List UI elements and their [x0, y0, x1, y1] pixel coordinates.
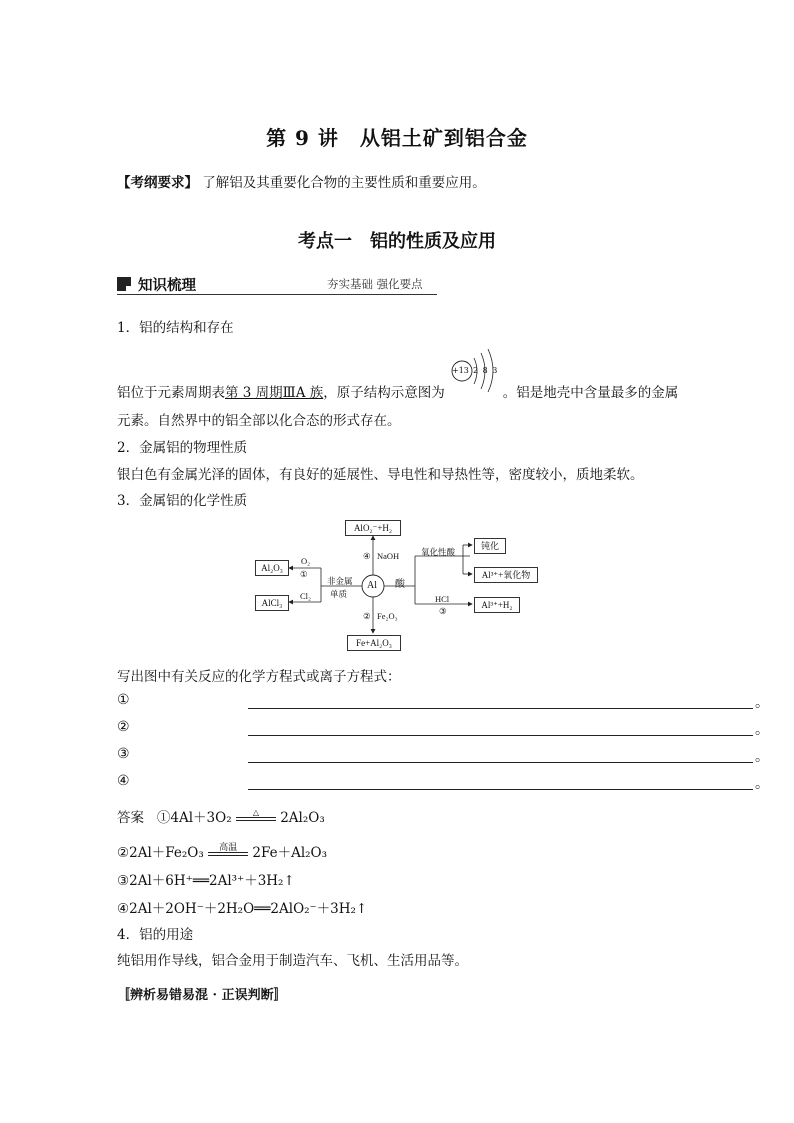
right-label: 酸	[395, 579, 405, 590]
heading-structure: 1．铝的结构和存在	[117, 320, 234, 336]
hcl-number: ③	[439, 606, 447, 616]
syllabus-line	[117, 171, 486, 191]
answer-4: ④2Al＋2OH⁻＋2H₂O══2AlO₂⁻＋3H₂↑	[117, 901, 368, 917]
divider	[117, 294, 437, 295]
blank-line	[117, 746, 769, 765]
left-bottom-reagent: Cl₂	[300, 591, 311, 601]
physical-text: 银白色有金属光泽的固体，有良好的延展性、导电性和导热性等，密度较小，质地柔软。	[117, 467, 644, 483]
section-heading: 考点一 铝的性质及应用	[298, 231, 496, 252]
al-oxide-box: Al³⁺+氧化物	[474, 567, 538, 583]
blank-number: ④	[117, 773, 130, 789]
reaction-condition: △	[252, 807, 259, 817]
left-label-1: 非金属	[327, 576, 353, 586]
answer-blank[interactable]	[248, 773, 753, 790]
answer-2	[117, 841, 327, 861]
bottom-product-box: Fe+Al₂O₃	[347, 635, 401, 651]
top-number: ④	[363, 551, 371, 561]
center-al: Al	[367, 580, 377, 591]
blank-number: ②	[117, 719, 130, 735]
answer-label: 答案	[117, 810, 144, 826]
answer-blank[interactable]	[248, 692, 753, 709]
error-check-tag: 〚辨析易错易混 · 正误判断〛	[117, 988, 287, 1003]
reaction-condition: 高温	[219, 842, 238, 853]
heading-chemical: 3．金属铝的化学性质	[117, 493, 248, 509]
section-subtitle: 夯实基础 强化要点	[327, 277, 423, 291]
page-title: 第 9 讲 从铝土矿到铝合金	[266, 126, 528, 150]
blank-period: 。	[755, 749, 769, 765]
al-h2-box: Al³⁺+H₂	[474, 597, 520, 613]
blank-period: 。	[755, 776, 769, 792]
bottom-reagent: Fe₂O₃	[377, 611, 398, 621]
answer-blank[interactable]	[248, 746, 753, 763]
electron-shells: 2 8 3	[473, 366, 499, 375]
prompt-text: 写出图中有关反应的化学方程式或离子方程式：	[117, 669, 401, 685]
reaction-diagram	[255, 518, 545, 652]
oxidizing-acid-label: 氧化性酸	[421, 547, 456, 557]
bottom-number: ②	[363, 611, 371, 621]
left-top-number: ①	[300, 569, 308, 579]
blank-period: 。	[755, 722, 769, 738]
passivation-box: 钝化	[474, 538, 506, 554]
hcl-label: HCl	[435, 594, 450, 604]
answer-1	[117, 806, 325, 826]
equation-rhs: 2Fe＋Al₂O₃	[252, 845, 328, 861]
equation-lhs: ①4Al＋3O₂	[156, 810, 232, 826]
square-icon	[117, 277, 131, 291]
blank-number: ③	[117, 746, 130, 762]
text-run: 铝位于元素周期表	[117, 385, 225, 401]
blank-line	[117, 719, 769, 738]
left-top-box: Al₂O₃	[255, 560, 289, 576]
equation-lhs: ②2Al＋Fe₂O₃	[117, 845, 204, 861]
blank-period: 。	[755, 695, 769, 711]
section-name: 知识梳理	[138, 278, 196, 294]
uses-text: 纯铝用作导线，铝合金用于制造汽车、飞机、生活用品等。	[117, 953, 468, 969]
blank-line	[117, 692, 769, 711]
top-reagent: NaOH	[377, 551, 400, 561]
top-product-box: AlO₂⁻+H₂	[345, 520, 401, 536]
text-run: ，原子结构示意图为	[323, 385, 445, 401]
structure-paragraph-2: 元素。自然界中的铝全部以化合态的形式存在。	[117, 413, 401, 429]
left-top-reagent: O₂	[301, 556, 311, 566]
heading-physical: 2．金属铝的物理性质	[117, 440, 248, 456]
left-label-2: 单质	[330, 589, 348, 599]
blank-line	[117, 773, 769, 792]
blank-number: ①	[117, 692, 130, 708]
answer-blank[interactable]	[248, 719, 753, 736]
equation-rhs: 2Al₂O₃	[280, 810, 325, 826]
heading-uses: 4．铝的用途	[117, 927, 194, 943]
nucleus-charge: +13	[452, 366, 469, 375]
section-bar	[117, 274, 437, 296]
answer-3: ③2Al＋6H⁺══2Al³⁺＋3H₂↑	[117, 873, 295, 889]
structure-paragraph	[117, 383, 678, 403]
left-bottom-box: AlCl₃	[255, 595, 289, 611]
underlined-answer: 第 3 周期ⅢA 族	[225, 385, 324, 401]
text-run: 。铝是地壳中含量最多的金属	[502, 385, 679, 401]
syllabus-tag: 【考纲要求】	[117, 175, 198, 191]
syllabus-text: 了解铝及其重要化合物的主要性质和重要应用。	[202, 175, 486, 191]
